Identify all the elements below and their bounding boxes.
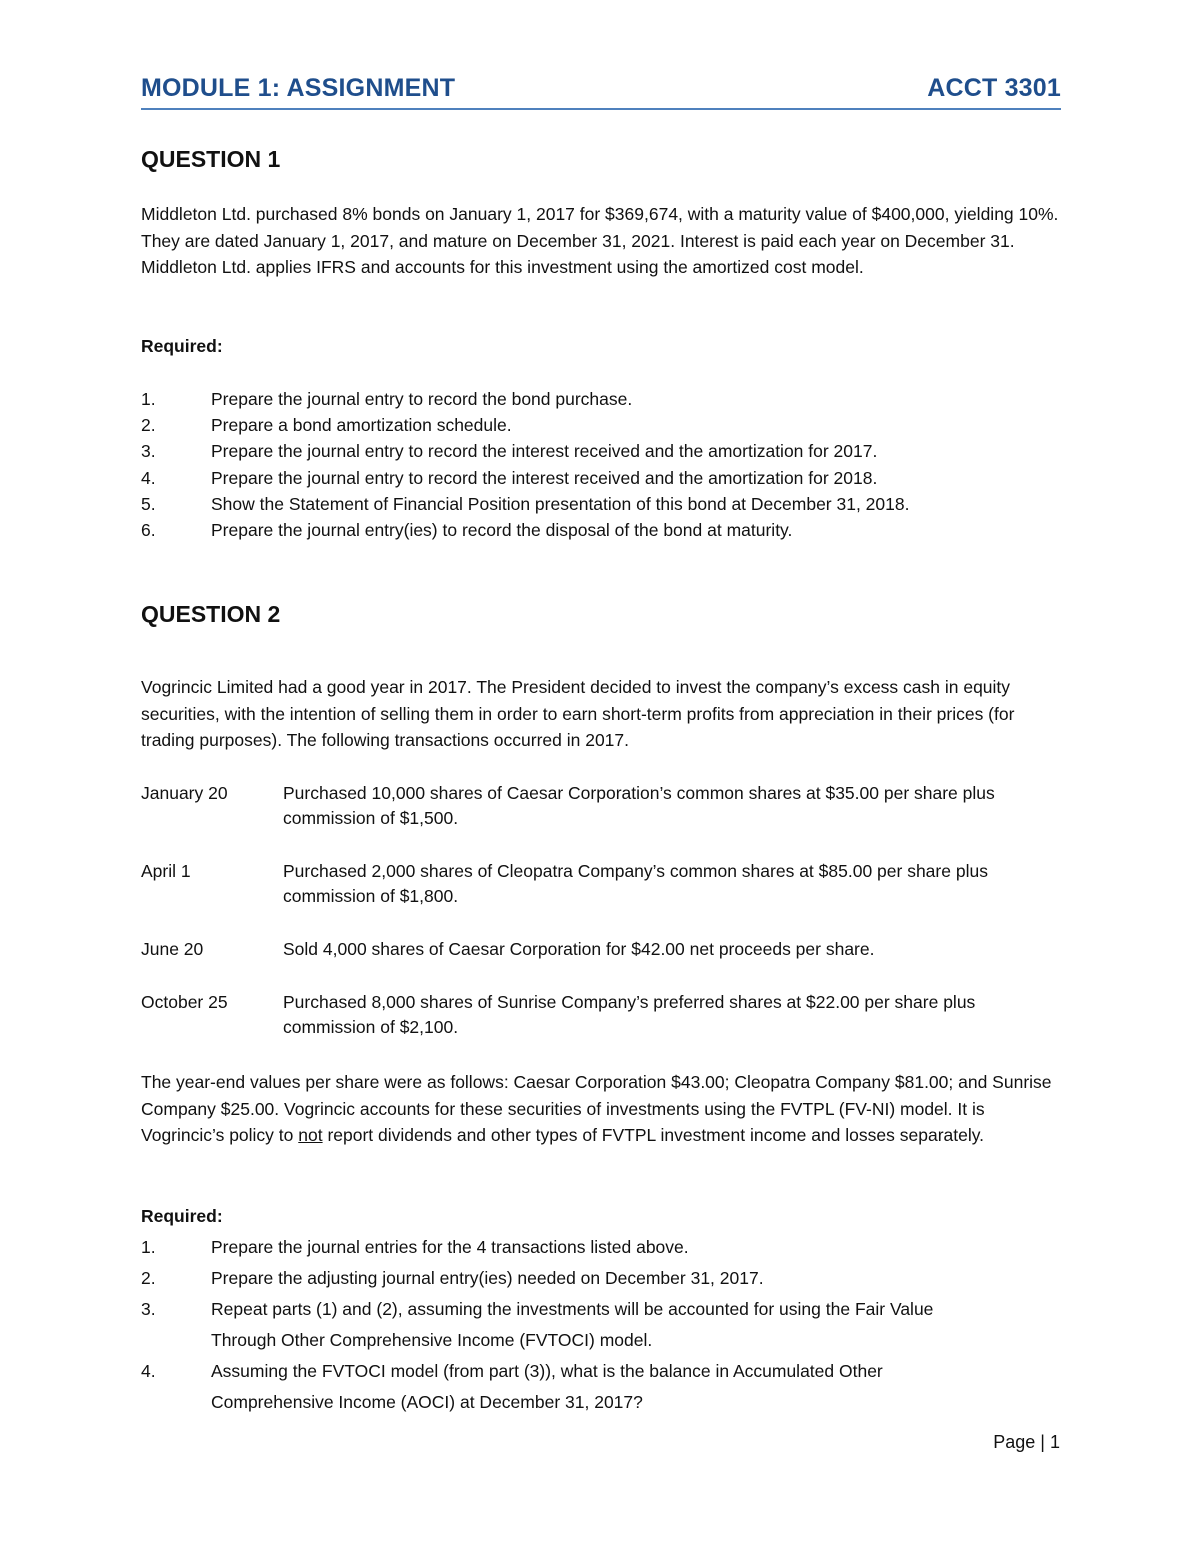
transaction-row bbox=[141, 859, 1061, 909]
item-number: 2. bbox=[141, 1268, 156, 1288]
closing-text: report dividends and other types of FVTPL investment income and losses separately. bbox=[322, 1125, 985, 1145]
item-number: 1. bbox=[141, 389, 156, 409]
transaction-description: Purchased 10,000 shares of Caesar Corporation’s common shares at $35.00 per share plus commission of $1,500. bbox=[283, 783, 995, 828]
item-number: 4. bbox=[141, 467, 156, 488]
item-number: 6. bbox=[141, 519, 156, 540]
list-item bbox=[141, 412, 1061, 438]
item-number: 3. bbox=[141, 441, 156, 462]
list-item bbox=[141, 1356, 1061, 1418]
list-item bbox=[141, 517, 1061, 543]
transaction-row bbox=[141, 990, 1061, 1040]
course-code: ACCT 3301 bbox=[927, 74, 1061, 102]
list-item bbox=[141, 438, 1061, 464]
item-text: Prepare a bond amortization schedule. bbox=[211, 415, 512, 436]
question-1-required-label: Required: bbox=[141, 336, 223, 356]
item-number: 1. bbox=[141, 1237, 156, 1257]
question-1-requirements bbox=[141, 386, 1061, 543]
transaction-date: October 25 bbox=[141, 992, 228, 1012]
transaction-description: Purchased 8,000 shares of Sunrise Company’s preferred shares at $22.00 per share plus commission of $2,100. bbox=[283, 992, 976, 1037]
item-text: Prepare the journal entry to record the interest received and the amortization for 2017. bbox=[211, 441, 878, 462]
list-item bbox=[141, 1294, 1061, 1356]
question-2-closing bbox=[141, 1069, 1061, 1149]
closing-emphasis: not bbox=[298, 1125, 323, 1145]
item-text: Prepare the adjusting journal entry(ies) needed on December 31, 2017. bbox=[211, 1268, 764, 1288]
item-text: Repeat parts (1) and (2), assuming the investments will be accounted for using the Fair Value Through Other Comprehensive Income (FVTOCI) model. bbox=[211, 1299, 934, 1350]
item-number: 4. bbox=[141, 1361, 156, 1381]
transaction-date: June 20 bbox=[141, 939, 204, 959]
transaction-row bbox=[141, 781, 1061, 831]
question-2-requirements bbox=[141, 1232, 1061, 1418]
item-text: Prepare the journal entries for the 4 transactions listed above. bbox=[211, 1237, 689, 1257]
closing-text: The year-end values per share were as follows: Caesar Corporation $43.00; Cleopatra Company $81.00; and Sunrise Company $25.00. Vogrincic accounts for these securities of investments using the FVTPL (FV-NI) model. It is Vogrincic’s policy to bbox=[141, 1072, 1052, 1145]
item-number: 2. bbox=[141, 415, 156, 436]
item-number: 3. bbox=[141, 1299, 156, 1319]
list-item bbox=[141, 465, 1061, 491]
question-2-title: QUESTION 2 bbox=[141, 601, 281, 627]
item-text: Prepare the journal entry to record the interest received and the amortization for 2018. bbox=[211, 467, 878, 488]
transaction-date: April 1 bbox=[141, 861, 191, 881]
transaction-row bbox=[141, 937, 1061, 962]
question-1-body: Middleton Ltd. purchased 8% bonds on January 1, 2017 for $369,674, with a maturity value of $400,000, yielding 10%. They are dated January 1, 2017, and mature on December 31, 2021. Interest is paid each year on December 31. Middleton Ltd. applies IFRS and accounts for this investment using the amortized cost model. bbox=[141, 204, 1059, 277]
item-text: Prepare the journal entry to record the bond purchase. bbox=[211, 389, 633, 409]
question-1-title: QUESTION 1 bbox=[141, 146, 281, 172]
list-item bbox=[141, 1232, 1061, 1263]
list-item bbox=[141, 491, 1061, 517]
item-text: Show the Statement of Financial Position presentation of this bond at December 31, 2018. bbox=[211, 493, 910, 514]
transaction-description: Purchased 2,000 shares of Cleopatra Company’s common shares at $85.00 per share plus commission of $1,800. bbox=[283, 861, 988, 906]
list-item bbox=[141, 386, 1061, 412]
question-2-intro: Vogrincic Limited had a good year in 2017. The President decided to invest the company’s excess cash in equity securities, with the intention of selling them in order to earn short-term profits from appreciation in their prices (for trading purposes). The following transactions occurred in 2017. bbox=[141, 677, 1015, 750]
item-number: 5. bbox=[141, 493, 156, 514]
page-header bbox=[141, 74, 1061, 110]
item-text: Prepare the journal entry(ies) to record the disposal of the bond at maturity. bbox=[211, 519, 793, 540]
list-item bbox=[141, 1263, 1061, 1294]
item-text: Assuming the FVTOCI model (from part (3)), what is the balance in Accumulated Other Comprehensive Income (AOCI) at December 31, 2017? bbox=[211, 1361, 883, 1412]
module-title: MODULE 1: ASSIGNMENT bbox=[141, 74, 456, 102]
page-number: Page | 1 bbox=[993, 1432, 1060, 1452]
transaction-date: January 20 bbox=[141, 783, 228, 803]
transaction-description: Sold 4,000 shares of Caesar Corporation for $42.00 net proceeds per share. bbox=[283, 939, 875, 959]
question-2-required-label: Required: bbox=[141, 1206, 223, 1226]
